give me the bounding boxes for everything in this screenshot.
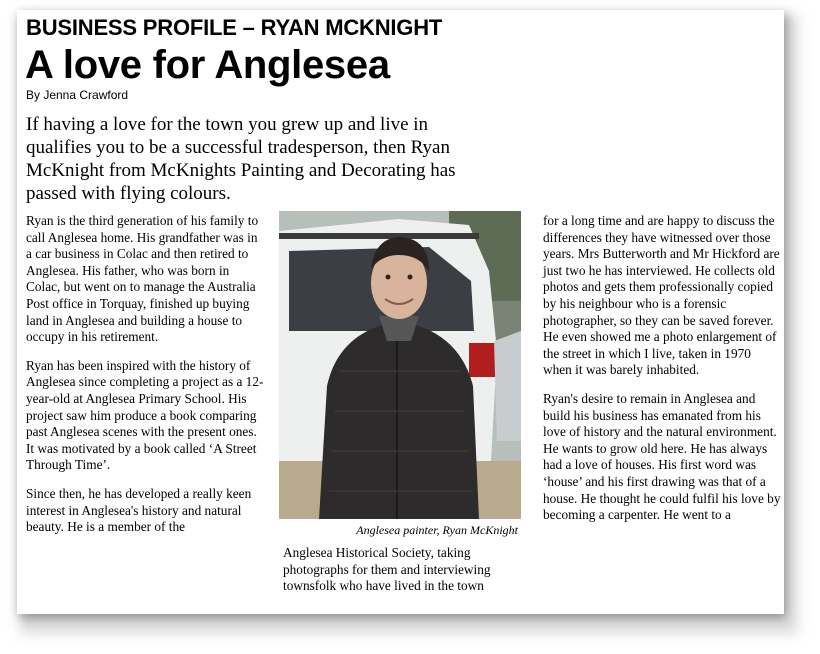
- section-kicker: BUSINESS PROFILE – RYAN MCKNIGHT: [26, 15, 443, 40]
- column-2: [283, 545, 523, 607]
- portrait-illustration: [279, 211, 521, 519]
- body-paragraph: Ryan is the third generation of his family to call Anglesea home. His grandfather was in a car business in Colac and then retired to Anglesea. His father, who was born in Colac, but went on to manage the Australia Post office in Torquay, finished up buying land in Anglesea and building a house to occupy in his retirement.: [26, 213, 259, 345]
- body-paragraph: Ryan's desire to remain in Anglesea and build his business has emanated from his love of history and the natural environment. He wants to grow old here. He has always had a love of houses. His first word was ‘house’ and his first drawing was that of a house. He thought he could fulfil his love by becoming a carpenter. He went to a: [543, 390, 781, 523]
- byline: By Jenna Crawford: [26, 88, 129, 102]
- body-paragraph: Since then, he has developed a really keen interest in Anglesea's history and natural beauty. He is a member of the: [26, 485, 252, 535]
- body-paragraph: Ryan has been inspired with the history of Anglesea since completing a project as a 12-year-old at Anglesea Primary School. His project saw him produce a book comparing past Anglesea scenes with the present ones. It was motivated by a book called ‘A Street Through Time’.: [26, 357, 264, 473]
- intro-paragraph: If having a love for the town you grew up and live in qualifies you to be a successful tradesperson, then Ryan McKnight from McKnights Painting and Decorating has passed with flying colours.: [26, 114, 456, 204]
- body-paragraph: for a long time and are happy to discuss the differences they have witnessed over those years. Mrs Butterworth and Mr Hickford are just two he has interviewed. He collects old photos and gets them professionally copied by his neighbour who is a forensic photographer, so they can be saved forever. He even showed me a photo enlargement of the street in which I live, taken in 1970 when it was barely inhabited.: [543, 213, 780, 378]
- newspaper-page: [17, 10, 784, 614]
- column-3: [543, 213, 781, 536]
- column-1: [26, 213, 266, 548]
- body-paragraph: Anglesea Historical Society, taking photographs for them and interviewing townsfolk who have lived in the town: [283, 545, 491, 594]
- photo-caption: Anglesea painter, Ryan McKnight: [356, 523, 518, 537]
- portrait-photo: [279, 211, 521, 519]
- headline: A love for Anglesea: [25, 43, 390, 87]
